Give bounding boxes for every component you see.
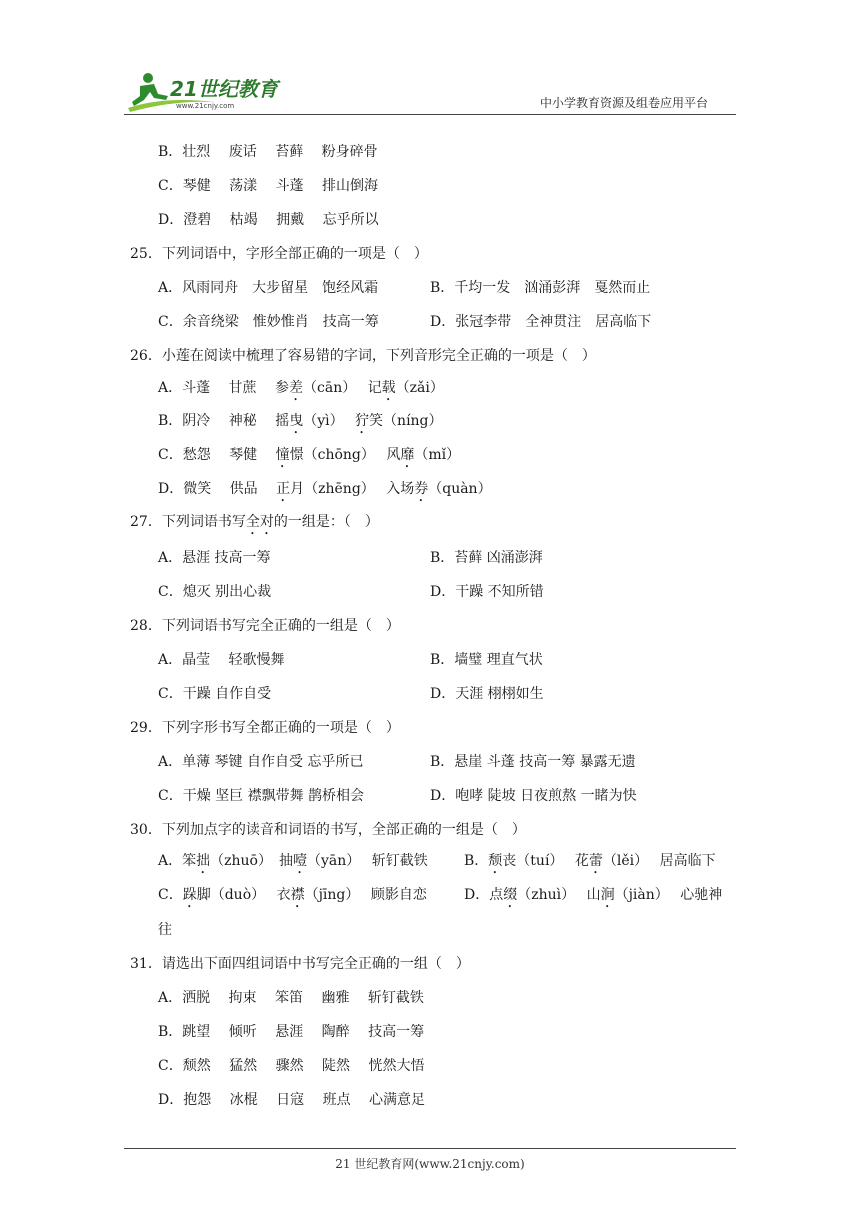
q29-option-b: B．悬崖 斗蓬 技高一筹 暴露无遗 bbox=[430, 754, 636, 770]
q31-option-b: B．跳望 倾听 悬涯 陶醉 技高一筹 bbox=[158, 1024, 425, 1040]
q29-stem: 29．下列字形书写全都正确的一项是（ ） bbox=[130, 720, 400, 736]
q29-option-d: D．咆哮 陡坡 日夜煎熬 一睹为快 bbox=[430, 788, 637, 804]
q30-option-d: D．点缀（zhuì） 山涧（jiàn） 心驰神 bbox=[464, 887, 723, 903]
q25-stem: 25．下列词语中，字形全部正确的一项是（ ） bbox=[130, 246, 428, 262]
q28-stem: 28．下列词语书写完全正确的一组是（ ） bbox=[130, 618, 400, 634]
q30-option-d-wrap: 往 bbox=[158, 922, 172, 938]
q25-option-c: C．余音绕梁 惟妙惟肖 技高一筹 bbox=[158, 314, 379, 330]
q24-option-b: B．壮烈 废话 苔藓 粉身碎骨 bbox=[158, 144, 378, 160]
q24-option-c: C．琴健 荡漾 斗蓬 排山倒海 bbox=[158, 178, 379, 194]
q26-option-d: D．微笑 供品 正月（zhēng） 入场券（quàn） bbox=[158, 481, 492, 497]
q26-option-a: A．斗蓬 甘蔗 参差（cān） 记载（zǎi） bbox=[158, 380, 444, 396]
logo-url: www.21cnjy.com bbox=[176, 102, 235, 110]
q27-option-d: D．干躁 不知所错 bbox=[430, 584, 544, 600]
q31-stem: 31．请选出下面四组词语中书写完全正确的一组（ ） bbox=[130, 956, 470, 972]
site-logo bbox=[124, 66, 294, 114]
q30-option-c: C．跺脚（duò） 衣襟（jīng） 顾影自恋 bbox=[158, 887, 427, 903]
q29-option-c: C．干燥 坚巨 襟飘带舞 鹊桥相会 bbox=[158, 788, 365, 804]
q27-stem: 27．下列词语书写全对的一组是：（ ） bbox=[130, 514, 379, 530]
q30-option-a: A．笨拙（zhuō） 抽噎（yān） 斩钉截铁 bbox=[158, 853, 428, 869]
footer-text: 21 世纪教育网(www.21cnjy.com) bbox=[335, 1157, 525, 1171]
q27-option-a: A．悬涯 技高一筹 bbox=[158, 550, 271, 566]
footer-rule bbox=[124, 1148, 736, 1149]
q26-option-c: C．愁怨 琴健 憧憬（chōng） 风靡（mǐ） bbox=[158, 447, 461, 463]
q26-option-b: B．阴冷 神秘 摇曳（yì） 狞笑（níng） bbox=[158, 413, 443, 429]
q28-option-a: A．晶莹 轻歌慢舞 bbox=[158, 652, 285, 668]
q27-option-b: B．苔藓 凶涌澎湃 bbox=[430, 550, 543, 566]
q25-option-b: B．千均一发 汹涌彭湃 戛然而止 bbox=[430, 280, 651, 296]
q29-option-a: A．单薄 琴键 自作自受 忘乎所已 bbox=[158, 754, 364, 770]
q28-option-b: B．墙璧 理直气状 bbox=[430, 652, 543, 668]
q31-option-d: D．抱怨 冰棍 日寇 班点 心满意足 bbox=[158, 1092, 426, 1108]
q25-option-d: D．张冠李带 全神贯注 居高临下 bbox=[430, 314, 652, 330]
q31-option-c: C．颓然 猛然 骤然 陡然 恍然大悟 bbox=[158, 1058, 425, 1074]
q27-option-c: C．熄灭 别出心裁 bbox=[158, 584, 272, 600]
header-platform-text: 中小学教育资源及组卷应用平台 bbox=[540, 96, 709, 110]
q28-option-c: C．干躁 自作自受 bbox=[158, 686, 272, 702]
q30-stem: 30．下列加点字的读音和词语的书写，全部正确的一组是（ ） bbox=[130, 822, 526, 838]
logo-brand: 21世纪教育 bbox=[170, 77, 278, 101]
q30-option-b: B．颓丧（tuí） 花蕾（lěi） 居高临下 bbox=[464, 853, 716, 869]
q31-option-a: A．洒脱 拘束 笨笛 幽雅 斩钉截铁 bbox=[158, 990, 424, 1006]
header-rule bbox=[124, 114, 736, 115]
q24-option-d: D．澄碧 枯竭 拥戴 忘乎所以 bbox=[158, 212, 379, 228]
q25-option-a: A．风雨同舟 大步留星 饱经风霜 bbox=[158, 280, 379, 296]
q26-stem: 26．小莲在阅读中梳理了容易错的字词，下列音形完全正确的一项是（ ） bbox=[130, 348, 596, 364]
q28-option-d: D．天涯 栩栩如生 bbox=[430, 686, 544, 702]
